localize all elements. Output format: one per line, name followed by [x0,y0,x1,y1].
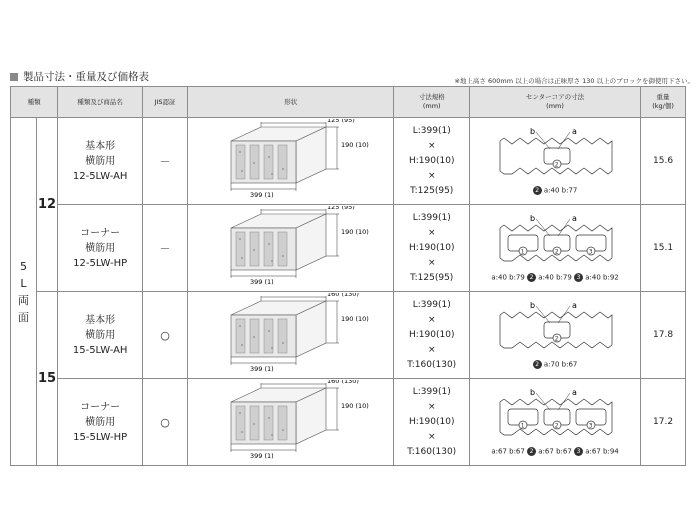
svg-text:125 (95): 125 (95) [326,119,355,124]
dimension-spec: L:399(1) × H:190(10) × T:160(130) [394,379,470,466]
table-row [11,205,686,292]
core-hole-number: 3 [588,422,593,430]
subtype-12: 12 [36,118,57,292]
svg-text:b: b [530,214,536,223]
core-hole-number: 3 [588,248,593,256]
product-name: コーナー 横筋用 12-5LW-HP [58,205,143,292]
core-illustration [490,214,620,269]
core-number-badge: 3 [574,447,583,456]
core-hole-number: 1 [520,248,525,256]
table-row [11,118,686,205]
core-value-text: a:40 b:92 [583,273,619,282]
jis-mark: － [143,205,188,292]
svg-text:a: a [572,214,577,223]
core-value-text: a:67 b:94 [583,447,619,456]
shape-figure [187,205,394,292]
svg-text:125 (95): 125 (95) [326,206,355,211]
core-value-text: a:40 b:77 [541,186,578,195]
subtype-15: 15 [36,292,57,466]
block-illustration [206,119,376,199]
core-values [470,447,640,456]
core-hole-number: 1 [520,422,525,430]
header-row [11,87,686,118]
shape-figure [187,292,394,379]
core-value-text: a:67 b:67 [491,447,528,456]
svg-text:399 (1): 399 (1) [249,365,274,373]
dimension-spec: L:399(1) × H:190(10) × T:125(95) [394,205,470,292]
svg-text:399 (1): 399 (1) [249,191,274,199]
table-row [11,292,686,379]
header-dim: 寸法規格 (mm) [394,87,470,118]
svg-text:a: a [572,127,577,136]
core-dimension [469,205,640,292]
svg-text:160 (130): 160 (130) [326,293,359,298]
weight-value: 17.2 [641,379,686,466]
jis-mark: － [143,118,188,205]
shape-figure [187,379,394,466]
svg-text:190 (10): 190 (10) [340,315,369,323]
core-hole-number: 2 [554,161,559,169]
section-title-text: 製品寸法・重量及び価格表 [23,71,149,83]
shape-figure [187,118,394,205]
core-illustration [490,301,620,356]
core-number-badge: 2 [533,186,542,195]
weight-value: 15.6 [641,118,686,205]
header-jis: JIS認証 [143,87,188,118]
core-dimension [469,292,640,379]
dimension-spec: L:399(1) × H:190(10) × T:125(95) [394,118,470,205]
block-illustration [206,293,376,373]
core-dimension [469,118,640,205]
svg-text:190 (10): 190 (10) [340,402,369,410]
square-bullet-icon [10,73,18,81]
header-name: 種類及び商品名 [58,87,143,118]
dimension-spec: L:399(1) × H:190(10) × T:160(130) [394,292,470,379]
core-number-badge: 2 [527,273,536,282]
core-hole-number: 2 [554,335,559,343]
core-value-text: a:40 b:79 [536,273,575,282]
svg-text:b: b [530,127,536,136]
header-weight: 重量 (kg/個) [641,87,686,118]
svg-text:a: a [572,388,577,397]
block-illustration [206,380,376,460]
block-illustration [206,206,376,286]
type-group: 5 L 両 面 [11,118,37,466]
core-value-text: a:40 b:79 [491,273,528,282]
core-value-text: a:67 b:67 [536,447,575,456]
core-value-text: a:70 b:67 [541,360,578,369]
svg-text:399 (1): 399 (1) [249,278,274,286]
core-illustration [490,127,620,182]
core-hole-number: 2 [554,248,559,256]
header-core: センターコアの寸法 (mm) [469,87,640,118]
weight-value: 17.8 [641,292,686,379]
table-row [11,379,686,466]
weight-value: 15.1 [641,205,686,292]
core-illustration [490,388,620,443]
svg-text:190 (10): 190 (10) [340,141,369,149]
svg-text:a: a [572,301,577,310]
usage-note: ※地上高さ 600mm 以上の場合は正味厚さ 130 以上のブロックを御使用下さい。 [454,77,694,85]
jis-mark: ○ [143,379,188,466]
core-values [470,360,640,369]
svg-text:b: b [530,301,536,310]
core-number-badge: 3 [574,273,583,282]
product-name: コーナー 横筋用 15-5LW-HP [58,379,143,466]
core-dimension [469,379,640,466]
svg-text:190 (10): 190 (10) [340,228,369,236]
core-number-badge: 2 [527,447,536,456]
svg-text:160 (130): 160 (130) [326,380,359,385]
core-values [470,186,640,195]
core-values [470,273,640,282]
core-number-badge: 2 [533,360,542,369]
core-hole-number: 2 [554,422,559,430]
header-shape: 形状 [187,87,394,118]
jis-mark: ○ [143,292,188,379]
svg-text:b: b [530,388,536,397]
section-title [10,69,149,84]
product-name: 基本形 横筋用 12-5LW-AH [58,118,143,205]
svg-text:399 (1): 399 (1) [249,452,274,460]
header-type: 種類 [11,87,58,118]
product-table [10,86,686,466]
product-name: 基本形 横筋用 15-5LW-AH [58,292,143,379]
